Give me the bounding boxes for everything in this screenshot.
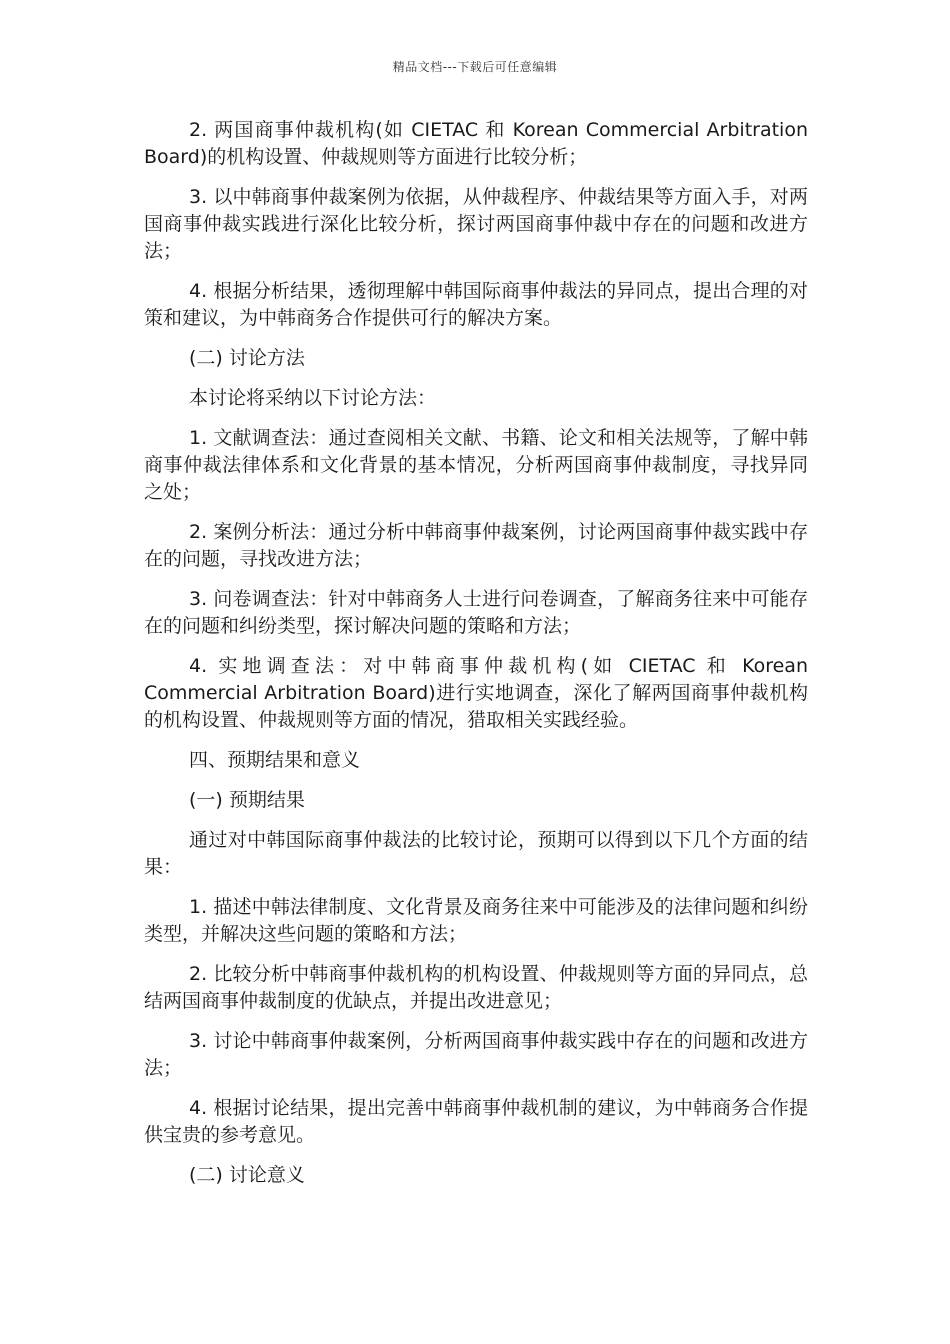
- document-body: [144, 117, 808, 1202]
- paragraph: 通过对中韩国际商事仲裁法的比较讨论，预期可以得到以下几个方面的结果：: [144, 829, 808, 878]
- paragraph: 1. 文献调查法：通过查阅相关文献、书籍、论文和相关法规等，了解中韩商事仲裁法律体系和文化背景的基本情况，分析两国商事仲裁制度，寻找异同之处；: [144, 427, 808, 503]
- paragraph: 3. 讨论中韩商事仲裁案例，分析两国商事仲裁实践中存在的问题和改进方法；: [144, 1030, 808, 1079]
- paragraph: 2. 案例分析法：通过分析中韩商事仲裁案例，讨论两国商事仲裁实践中存在的问题，寻找改进方法；: [144, 521, 808, 570]
- paragraph: 4. 根据分析结果，透彻理解中韩国际商事仲裁法的异同点，提出合理的对策和建议，为中韩商务合作提供可行的解决方案。: [144, 280, 808, 329]
- paragraph: 2. 比较分析中韩商事仲裁机构的机构设置、仲裁规则等方面的异同点，总结两国商事仲裁制度的优缺点，并提出改进意见；: [144, 963, 808, 1012]
- paragraph: 4. 实地调查法：对中韩商事仲裁机构(如 CIETAC 和 Korean Commercial Arbitration Board)进行实地调查，深化了解两国商事仲裁机构的机构设置、仲裁规则等方面的情况，猎取相关实践经验。: [144, 655, 808, 731]
- paragraph: 4. 根据讨论结果，提出完善中韩商事仲裁机制的建议，为中韩商务合作提供宝贵的参考意见。: [144, 1097, 808, 1146]
- paragraph: 3. 以中韩商事仲裁案例为依据，从仲裁程序、仲裁结果等方面入手，对两国商事仲裁实践进行深化比较分析，探讨两国商事仲裁中存在的问题和改进方法；: [144, 186, 808, 262]
- paragraph: 2. 两国商事仲裁机构(如 CIETAC 和 Korean Commercial Arbitration Board)的机构设置、仲裁规则等方面进行比较分析；: [144, 119, 808, 168]
- paragraph: 1. 描述中韩法律制度、文化背景及商务往来中可能涉及的法律问题和纠纷类型，并解决这些问题的策略和方法；: [144, 896, 808, 945]
- page-header: 精品文档---下载后可任意编辑: [392, 60, 558, 74]
- paragraph: 本讨论将采纳以下讨论方法：: [189, 387, 437, 409]
- section-heading: (一) 预期结果: [189, 789, 305, 811]
- section-heading: (二) 讨论方法: [189, 347, 305, 369]
- section-heading: 四、预期结果和意义: [189, 749, 361, 771]
- section-heading: (二) 讨论意义: [189, 1164, 305, 1186]
- paragraph: 3. 问卷调查法：针对中韩商务人士进行问卷调查，了解商务往来中可能存在的问题和纠纷类型，探讨解决问题的策略和方法；: [144, 588, 808, 637]
